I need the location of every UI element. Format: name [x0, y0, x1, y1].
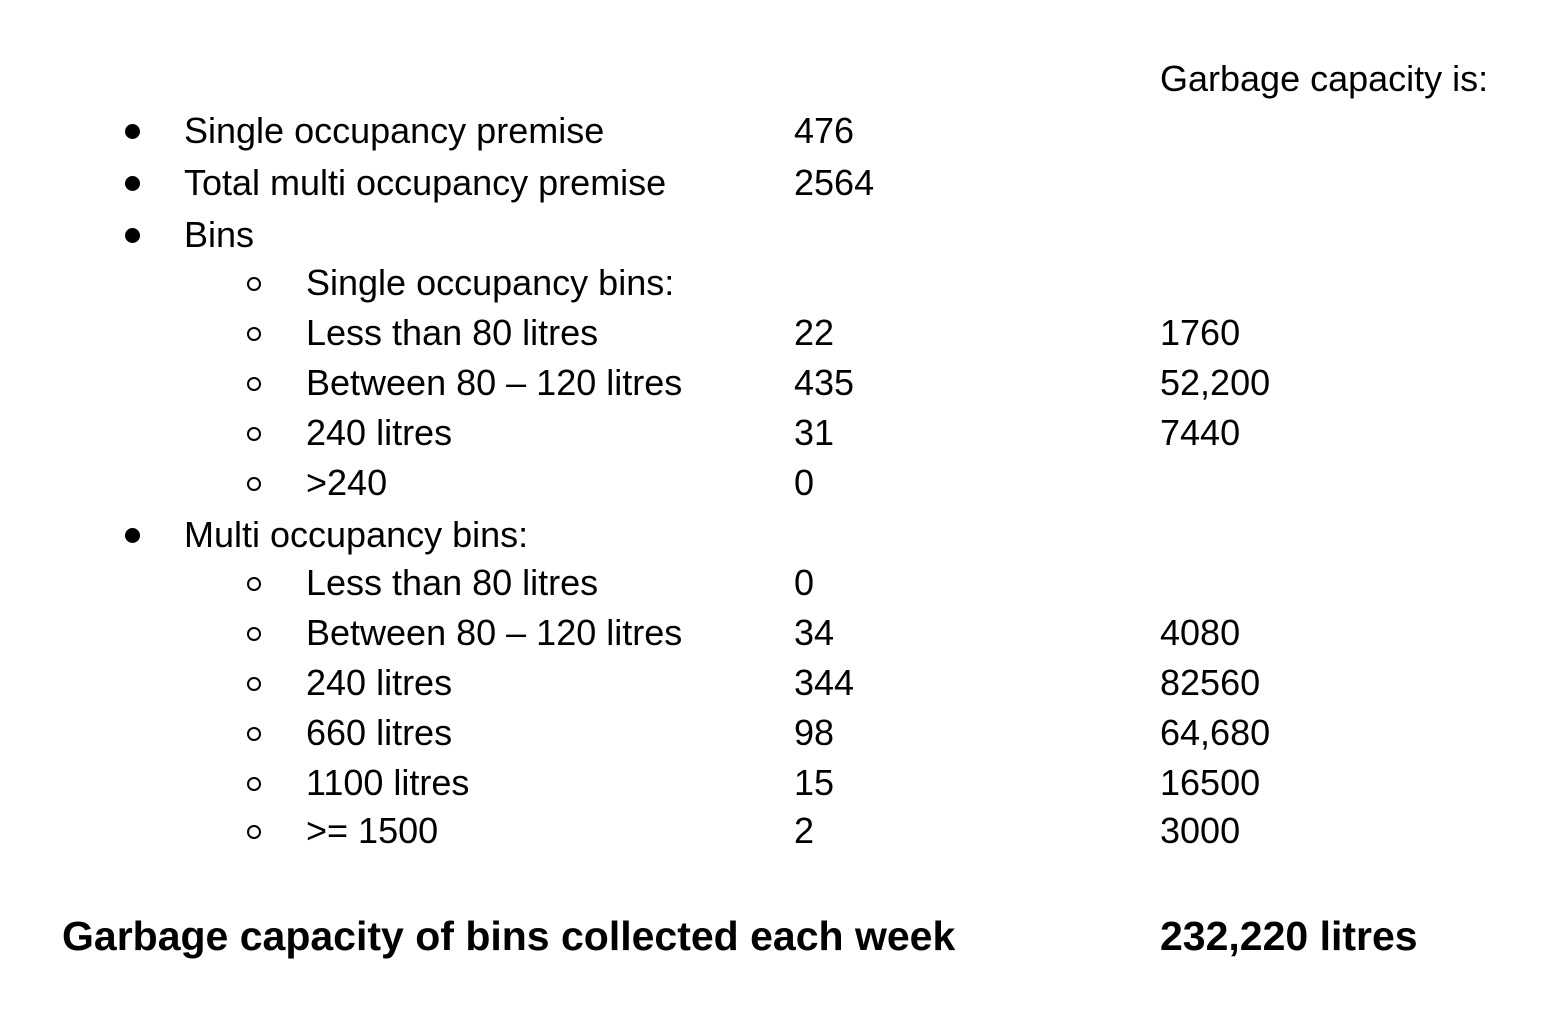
circle-bullet-icon [247, 327, 261, 341]
item-count: 31 [794, 412, 835, 453]
item-capacity: 52,200 [1160, 362, 1271, 403]
multi-bins-heading: Multi occupancy bins: [184, 514, 529, 555]
item-capacity: 4080 [1160, 612, 1241, 653]
item-count: 98 [794, 712, 835, 753]
circle-bullet-icon [247, 477, 261, 491]
item-count: 476 [794, 110, 855, 151]
item-label: Between 80 – 120 litres [306, 362, 683, 403]
list-item [0, 708, 1560, 758]
item-label: 240 litres [306, 412, 453, 453]
item-capacity: 7440 [1160, 412, 1241, 453]
item-count: 34 [794, 612, 835, 653]
circle-bullet-icon [247, 727, 261, 741]
item-count: 2 [794, 810, 815, 851]
list-item [0, 308, 1560, 358]
list-item [0, 758, 1560, 808]
list-item [0, 510, 1560, 560]
item-capacity: 1760 [1160, 312, 1241, 353]
item-count: 22 [794, 312, 835, 353]
list-item [0, 608, 1560, 658]
bullet-icon [125, 124, 140, 139]
circle-bullet-icon [247, 825, 261, 839]
item-label: Between 80 – 120 litres [306, 612, 683, 653]
item-count: 435 [794, 362, 855, 403]
total-label: Garbage capacity of bins collected each week [62, 913, 956, 959]
list-item [0, 806, 1560, 856]
bins-heading: Bins [184, 214, 255, 255]
list-item [0, 210, 1560, 260]
single-bins-heading: Single occupancy bins: [306, 262, 675, 303]
circle-bullet-icon [247, 427, 261, 441]
item-count: 344 [794, 662, 855, 703]
item-label: Total multi occupancy premise [184, 162, 667, 203]
item-count: 15 [794, 762, 835, 803]
list-item [0, 258, 1560, 308]
circle-bullet-icon [247, 277, 261, 291]
item-label: Less than 80 litres [306, 312, 599, 353]
capacity-header-row [0, 54, 1560, 104]
total-value: 232,220 litres [1160, 913, 1418, 959]
list-item [0, 458, 1560, 508]
list-item [0, 158, 1560, 208]
circle-bullet-icon [247, 377, 261, 391]
list-item [0, 558, 1560, 608]
bullet-icon [125, 228, 140, 243]
item-capacity: 16500 [1160, 762, 1261, 803]
circle-bullet-icon [247, 577, 261, 591]
circle-bullet-icon [247, 777, 261, 791]
list-item [0, 658, 1560, 708]
item-capacity: 3000 [1160, 810, 1241, 851]
list-item [0, 358, 1560, 408]
circle-bullet-icon [247, 627, 261, 641]
item-capacity: 64,680 [1160, 712, 1271, 753]
list-item [0, 408, 1560, 458]
item-label: 660 litres [306, 712, 453, 753]
item-label: 240 litres [306, 662, 453, 703]
circle-bullet-icon [247, 677, 261, 691]
item-label: 1100 litres [306, 762, 470, 803]
bullet-icon [125, 528, 140, 543]
item-capacity: 82560 [1160, 662, 1261, 703]
item-count: 0 [794, 462, 815, 503]
item-label: >240 [306, 462, 388, 503]
item-label: Single occupancy premise [184, 110, 605, 151]
item-label: Less than 80 litres [306, 562, 599, 603]
item-count: 2564 [794, 162, 875, 203]
item-count: 0 [794, 562, 815, 603]
item-label: >= 1500 [306, 810, 439, 851]
bullet-icon [125, 176, 140, 191]
list-item [0, 106, 1560, 156]
capacity-column-heading: Garbage capacity is: [1160, 58, 1489, 99]
